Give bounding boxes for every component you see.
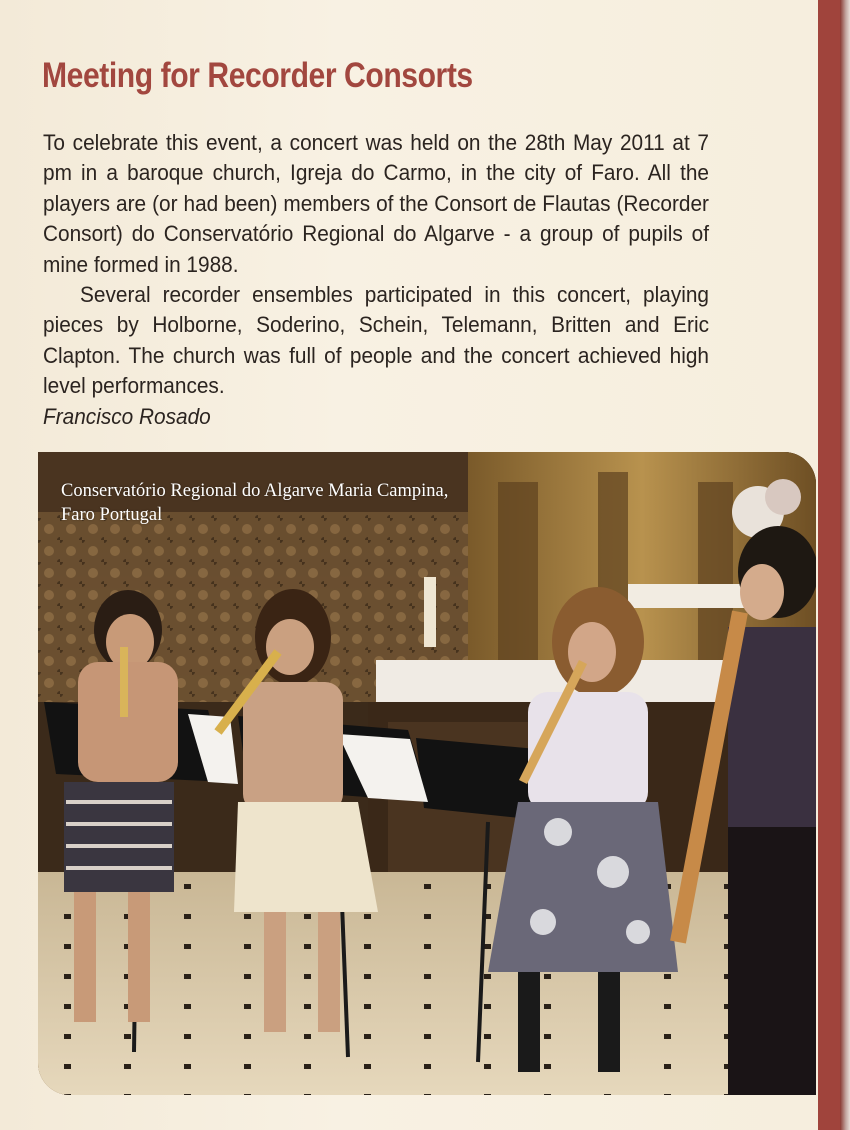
photo-caption <box>61 479 448 527</box>
caption-line-2: Faro Portugal <box>61 505 163 525</box>
concert-photo <box>38 452 816 1095</box>
page-edge-shadow <box>840 0 850 1130</box>
paragraph-1: To celebrate this event, a concert was held on the 28th May 2011 at 7 pm in a baroque church, Igreja do Carmo, in the city of Faro. All the players are (or had been) members of the Consort de Flautas (Recorder Consort) do Conservatório Regional do Algarve - a group of pupils of mine formed in 1988. <box>43 130 709 277</box>
page-edge-bar <box>818 0 840 1130</box>
article-body <box>43 128 709 432</box>
concert-photo-illustration <box>38 452 816 1095</box>
caption-line-1: Conservatório Regional do Algarve Maria Campina, <box>61 481 449 501</box>
paragraph-2: Several recorder ensembles participated in this concert, playing pieces by Holborne, Soderino, Schein, Telemann, Britten and Eric Clapton. The church was full of people and the concert achieved high level performances. <box>43 282 709 399</box>
article-title: Meeting for Recorder Consorts <box>42 56 473 95</box>
author-name: Francisco Rosado <box>43 403 211 429</box>
